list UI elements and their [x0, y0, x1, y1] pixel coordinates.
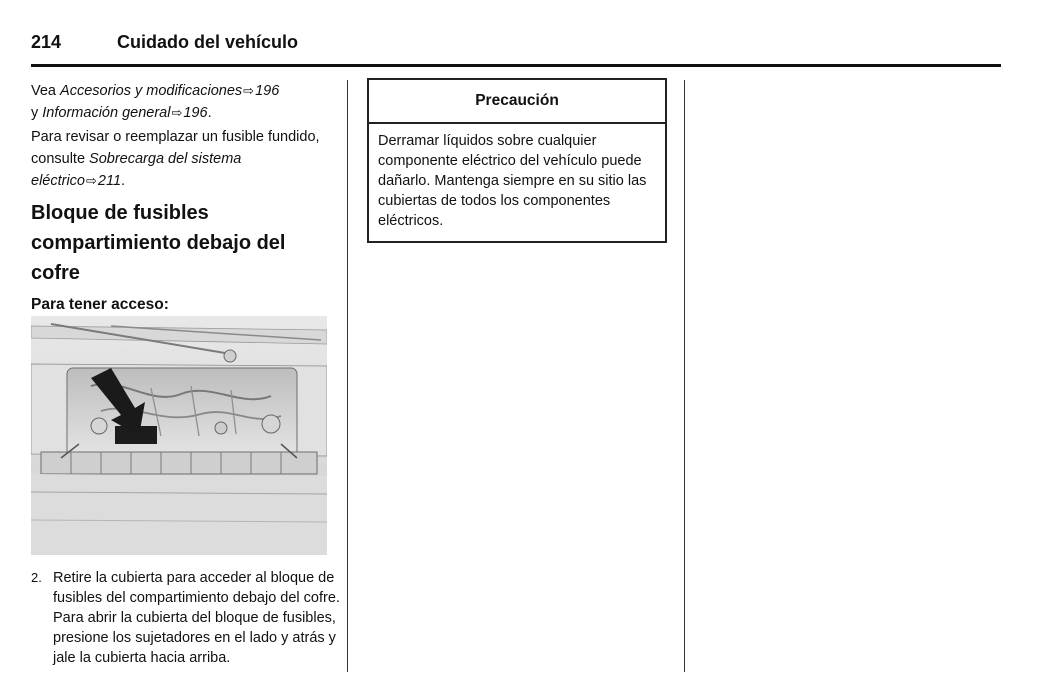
crossref-arrow-icon: ⇨	[86, 173, 97, 188]
chapter-title: Cuidado del vehículo	[117, 32, 299, 52]
crossref-sobrecarga[interactable]: Sobrecarga del sistema eléctrico⇨211	[31, 151, 242, 189]
section-title: Bloque de fusibles compartimiento debajo del cofre	[31, 202, 286, 284]
page-number: 214	[31, 32, 62, 52]
crossref-arrow-icon: ⇨	[171, 105, 183, 120]
crossref-arrow-icon: ⇨	[243, 83, 255, 98]
step-number: 2.	[31, 570, 42, 585]
intro-refs: Vea Accesorios y modificaciones⇨196 y Información general⇨196.	[31, 83, 280, 121]
column-divider	[347, 80, 348, 672]
intro-check: Para revisar o reemplazar un fusible fundido, consulte Sobrecarga del sistema eléctrico⇨211.	[31, 129, 320, 189]
caution-title: Precaución	[369, 80, 665, 124]
page-header	[31, 30, 1001, 67]
access-heading: Para tener acceso:	[31, 296, 169, 313]
left-column	[31, 80, 331, 344]
crossref-accesorios[interactable]: Accesorios y modificaciones⇨196	[60, 83, 280, 99]
caution-box	[367, 78, 667, 243]
column-divider	[684, 80, 685, 672]
crossref-informacion-general[interactable]: Información general⇨196	[42, 105, 208, 121]
caution-body: Derramar líquidos sobre cualquier componente eléctrico del vehículo puede dañarlo. Mantenga siempre en su sitio las cubiertas de todos los componentes eléctricos.	[378, 133, 647, 229]
engine-bay-illustration	[31, 316, 327, 555]
step-2: 2. Retire la cubierta para acceder al bloque de fusibles del compartimiento debajo del cofre. Para abrir la cubierta del bloque de fusibles, presione los sujetadores en el lado y atrás y jale la cubierta hacia arriba.	[31, 570, 340, 666]
